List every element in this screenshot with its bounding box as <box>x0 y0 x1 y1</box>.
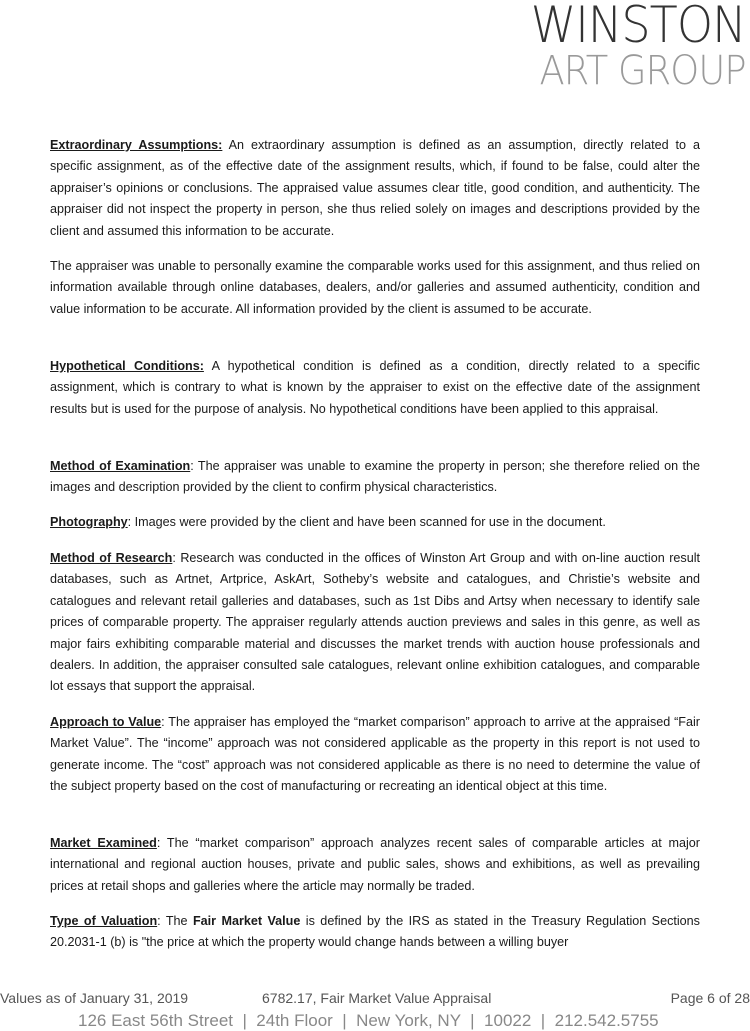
paragraph-photography <box>50 512 700 533</box>
winston-art-group-logo <box>512 0 746 92</box>
footer-values-date: Values as of January 31, 2019 <box>0 990 189 1006</box>
paragraph-text: : The “market comparison” approach analyzes recent sales of comparable articles at major international and regional auction houses, private and public sales, shows and exhibitions, as well as prevailing prices at retail shops and galleries where the article may normally be traded. <box>50 836 700 893</box>
paragraph-text: A hypothetical condition is defined as a condition, directly related to a specific assignment, which is contrary to what is known by the appraiser to exist on the effective date of the assignment results but is used for the purpose of analysis. No hypothetical conditions have been applied to this appraisal. <box>50 359 700 416</box>
logo-line1: WINSTON <box>531 0 746 54</box>
footer-report-title: 6782.17, Fair Market Value Appraisal <box>262 990 492 1006</box>
paragraph-extraordinary-assumptions <box>50 135 700 242</box>
footer-page-number: Page 6 of 28 <box>670 990 750 1006</box>
paragraph-heading: Extraordinary Assumptions: <box>50 138 223 152</box>
paragraph-heading: Market Examined <box>50 836 157 850</box>
paragraph-heading: Method of Research <box>50 551 173 565</box>
page-footer <box>0 990 750 1010</box>
paragraph-method-of-research <box>50 548 700 698</box>
paragraph-type-of-valuation <box>50 911 700 954</box>
logo-line2: ART GROUP <box>539 48 746 94</box>
footer-address: 126 East 56th Street | 24th Floor | New York, NY | 10022 | 212.542.5755 <box>78 1011 659 1030</box>
paragraph-bold-term: Fair Market Value <box>192 914 301 928</box>
paragraph-heading: Photography <box>50 515 128 529</box>
paragraph-method-of-examination <box>50 456 700 499</box>
paragraph-text: is defined by the IRS as stated in the Treasury Regulation Sections 20.2031-1 (b) is "the price at which the property would change hands between a willing buyer <box>50 914 700 950</box>
paragraph-heading: Hypothetical Conditions: <box>50 359 204 373</box>
paragraph-text: An extraordinary assumption is defined as an assumption, directly related to a specific assignment, as of the effective date of the assignment results, which, if found to be false, could alter the appraiser’s opinions or conclusions. The appraised value assumes clear title, good condition, and authenticity. The appraiser did not inspect the property in person, she thus relied solely on images and descriptions provided by the client and assumed this information to be accurate. <box>50 138 701 238</box>
paragraph-heading: Method of Examination <box>50 459 191 473</box>
paragraph-market-examined <box>50 833 700 897</box>
paragraph-heading: Approach to Value <box>50 715 162 729</box>
paragraph-text: : Images were provided by the client and have been scanned for use in the document. <box>127 515 606 529</box>
paragraph-hypothetical-conditions <box>50 356 700 420</box>
paragraph-text: : The appraiser was unable to examine the property in person; she therefore relied on the images and description provided by the client to confirm physical characteristics. <box>50 459 701 495</box>
paragraph-comparables <box>50 256 700 320</box>
paragraph-text: The appraiser was unable to personally examine the comparable works used for this assignment, and thus relied on information available through online databases, dealers, and/or galleries and assumed authenticity, condition and value information to be accurate. All information provided by the client is assumed to be accurate. <box>50 259 700 316</box>
paragraph-text: : The <box>157 914 193 928</box>
paragraph-approach-to-value <box>50 712 700 798</box>
paragraph-text: : Research was conducted in the offices of Winston Art Group and with on-line auction result databases, such as Artnet, Artprice, AskArt, Sotheby’s website and catalogues, and Christie’s website and catalogues and relevant retail galleries and databases, such as 1st Dibs and Artsy when necessary to identify sale prices of comparable property. The appraiser regularly attends auction previews and sales in this genre, as well as major fairs exhibiting comparable material and discusses the market trends with auction house professionals and dealers. In addition, the appraiser consulted sale catalogues, relevant online exhibition catalogues, and comparable lot essays that support the appraisal. <box>50 551 700 694</box>
paragraph-text: : The appraiser has employed the “market comparison” approach to arrive at the appraised “Fair Market Value”. The “income” approach was not considered applicable as the property in this report is not used to generate income. The “cost” approach was not considered applicable as there is no need to determine the value of the subject property based on the cost of manufacturing or recreating an identical object at this time. <box>50 715 700 794</box>
paragraph-heading: Type of Valuation <box>50 914 158 928</box>
